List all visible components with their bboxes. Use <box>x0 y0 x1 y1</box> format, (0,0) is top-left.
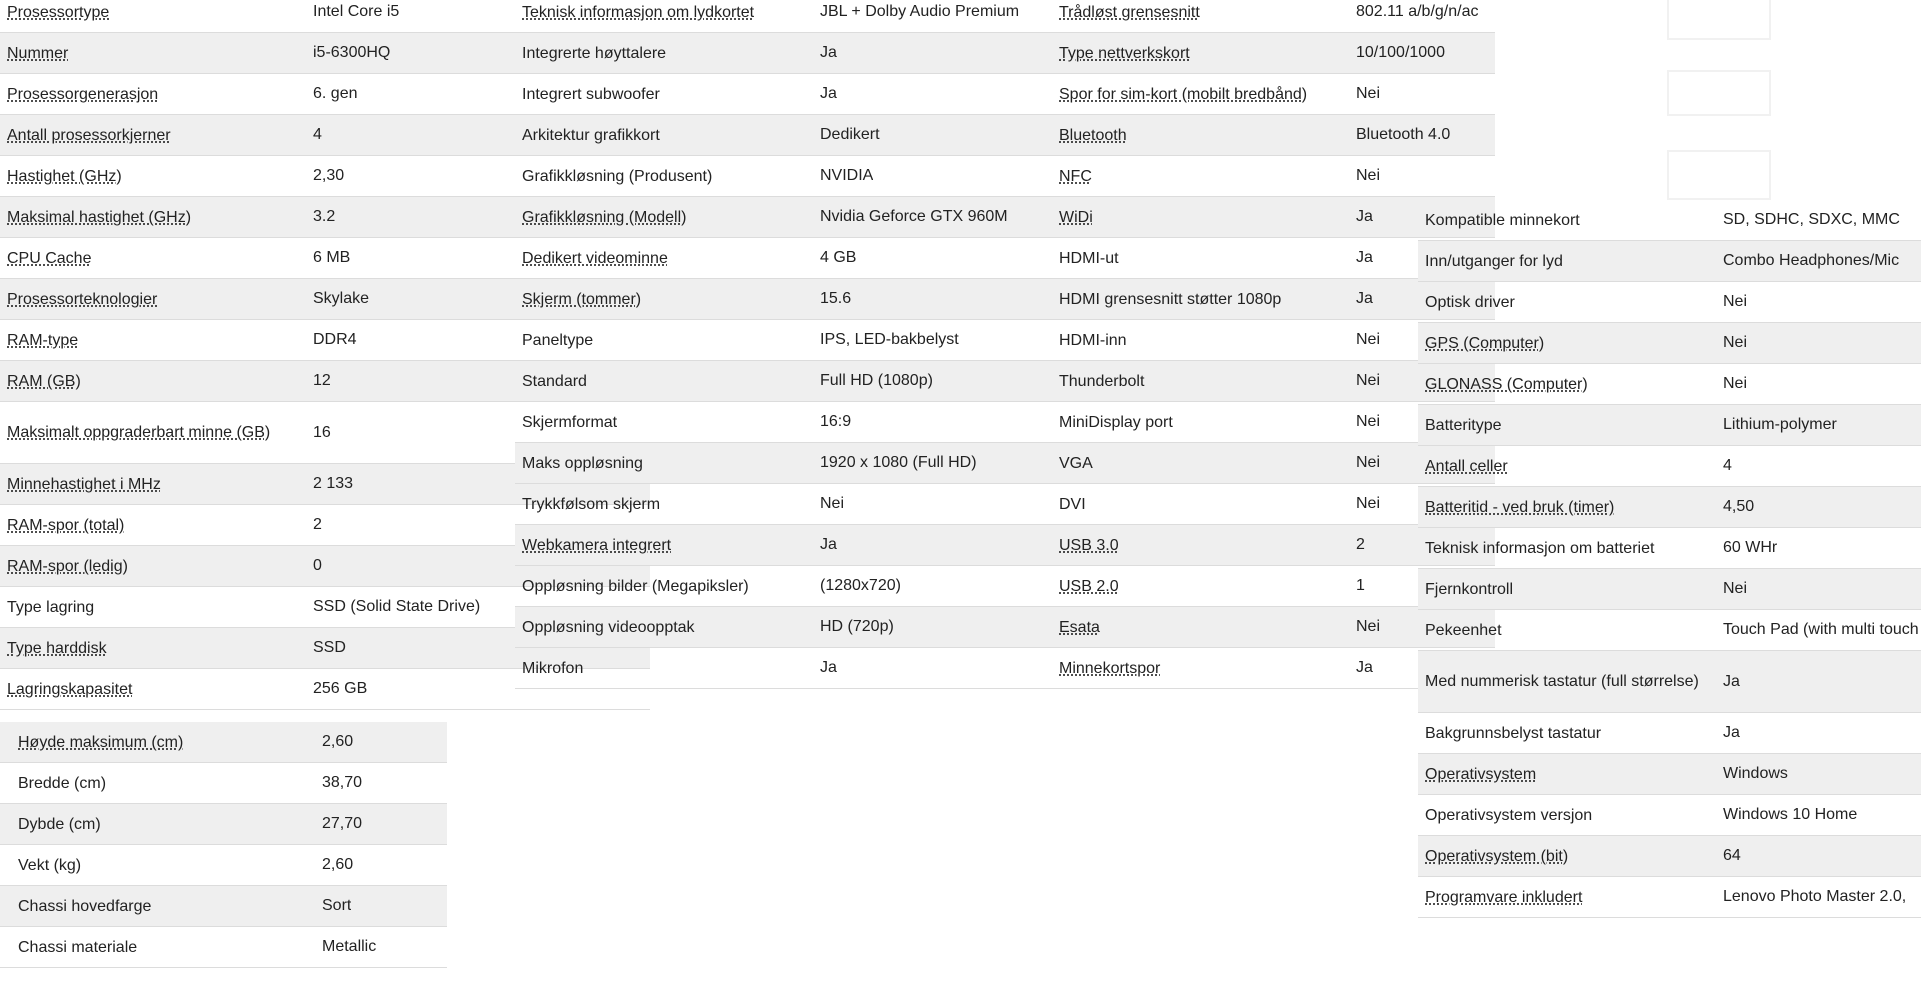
spec-row <box>515 607 1082 648</box>
spec-value: 6 MB <box>313 249 351 266</box>
spec-value: 38,70 <box>322 774 363 791</box>
spec-value: 3.2 <box>313 208 336 225</box>
spec-row <box>1418 754 1921 795</box>
spec-label: Maks oppløsning <box>522 454 643 472</box>
spec-row <box>1418 528 1921 569</box>
spec-label-link[interactable]: Programvare inkludert <box>1425 888 1583 906</box>
spec-value: Nei <box>820 495 845 512</box>
physical-spec-table <box>0 722 447 968</box>
spec-row <box>1418 487 1921 528</box>
spec-value: HD (720p) <box>820 618 894 635</box>
battery-os-spec-table <box>1418 200 1921 918</box>
spec-value: Ja <box>820 85 837 102</box>
spec-row <box>515 566 1082 607</box>
spec-value: 2,60 <box>322 733 354 750</box>
spec-label: Bakgrunnsbelyst tastatur <box>1425 724 1602 742</box>
spec-label-link[interactable]: Grafikkløsning (Modell) <box>522 208 687 226</box>
spec-value: IPS, LED-bakbelyst <box>820 331 959 348</box>
spec-label-link[interactable]: Skjerm (tommer) <box>522 290 642 308</box>
spec-label: Grafikkløsning (Produsent) <box>522 167 713 185</box>
spec-label: Arkitektur grafikkort <box>522 126 660 144</box>
spec-row <box>1052 33 1495 74</box>
spec-value: 256 GB <box>313 680 368 697</box>
spec-value: Windows <box>1723 765 1788 782</box>
spec-label-link[interactable]: GPS (Computer) <box>1425 334 1545 352</box>
spec-row <box>1418 323 1921 364</box>
spec-label-link[interactable]: RAM (GB) <box>7 372 81 390</box>
spec-row <box>1052 156 1495 197</box>
spec-row <box>1418 241 1921 282</box>
spec-row <box>515 443 1082 484</box>
spec-row <box>515 197 1082 238</box>
spec-value: 2 133 <box>313 475 354 492</box>
spec-label-link[interactable]: Bluetooth <box>1059 126 1127 144</box>
spec-row <box>1418 610 1921 651</box>
spec-value: Ja <box>820 536 837 553</box>
spec-value: Windows 10 Home <box>1723 806 1858 823</box>
spec-value: 15.6 <box>820 290 852 307</box>
spec-value: 0 <box>313 557 322 574</box>
spec-value: (1280x720) <box>820 577 901 594</box>
spec-value: Ja <box>1356 249 1373 266</box>
spec-label-link[interactable]: Maksimalt oppgraderbart minne (GB) <box>7 424 271 441</box>
spec-label-link[interactable]: Hastighet (GHz) <box>7 167 122 185</box>
spec-label: Operativsystem versjon <box>1425 806 1593 824</box>
spec-row <box>1418 364 1921 405</box>
spec-value: i5-6300HQ <box>313 44 391 61</box>
spec-value: Ja <box>1723 724 1740 741</box>
spec-label: Chassi materiale <box>18 938 138 956</box>
spec-value: Nei <box>1356 495 1381 512</box>
spec-value: Intel Core i5 <box>313 3 400 20</box>
spec-value: DDR4 <box>313 331 357 348</box>
spec-row <box>515 115 1082 156</box>
spec-value: Lithium-polymer <box>1723 416 1837 433</box>
spec-label: Oppløsning bilder (Megapiksler) <box>522 577 749 595</box>
spec-label-link[interactable]: Antall prosessorkjerner <box>7 126 171 144</box>
spec-value: Nei <box>1723 293 1748 310</box>
spec-value: Nei <box>1356 454 1381 471</box>
spec-label: HDMI-ut <box>1059 249 1119 267</box>
spec-value: Ja <box>820 659 837 676</box>
spec-label-link[interactable]: Høyde maksimum (cm) <box>18 733 184 751</box>
spec-value: JBL + Dolby Audio Premium <box>820 3 1020 20</box>
spec-row <box>515 33 1082 74</box>
spec-label: Thunderbolt <box>1059 372 1145 390</box>
spec-value: SSD <box>313 639 346 656</box>
spec-label-link[interactable]: GLONASS (Computer) <box>1425 375 1588 393</box>
spec-label-link[interactable]: Operativsystem <box>1425 765 1537 783</box>
spec-value: 16 <box>313 423 331 441</box>
spec-label-link[interactable]: RAM-spor (total) <box>7 516 125 534</box>
spec-row <box>1418 795 1921 836</box>
spec-label: Teknisk informasjon om batteriet <box>1425 539 1655 557</box>
spec-value: 4 <box>1723 457 1732 474</box>
spec-label-link[interactable]: Prosessorteknologier <box>7 290 158 308</box>
spec-label-link[interactable]: Trådløst grensesnitt <box>1059 3 1200 21</box>
spec-label-link[interactable]: Batteritid - ved bruk (timer) <box>1425 498 1615 516</box>
spec-value: Ja <box>1356 659 1373 676</box>
spec-label: Standard <box>522 372 587 390</box>
spec-value: Touch Pad (with multi touch <box>1723 621 1919 638</box>
decorative-frame <box>1667 70 1771 116</box>
spec-label: Bredde (cm) <box>18 774 107 792</box>
spec-label: Kompatible minnekort <box>1425 211 1580 229</box>
spec-value: 27,70 <box>322 815 363 832</box>
spec-label: Trykkfølsom skjerm <box>522 495 661 513</box>
spec-label-link[interactable]: Nummer <box>7 44 69 62</box>
spec-value: Combo Headphones/Mic <box>1723 252 1900 269</box>
spec-value: Nei <box>1356 413 1381 430</box>
spec-row <box>0 763 447 804</box>
spec-value: Sort <box>322 897 352 914</box>
spec-value: 2,30 <box>313 167 345 184</box>
spec-label-link[interactable]: Dedikert videominne <box>522 249 668 267</box>
spec-value: 2,60 <box>322 856 354 873</box>
spec-value: 6. gen <box>313 85 358 102</box>
spec-label: Med nummerisk tastatur (full størrelse) <box>1425 673 1699 690</box>
spec-row <box>1052 0 1495 33</box>
spec-label: Skjermformat <box>522 413 618 431</box>
spec-label: Optisk driver <box>1425 293 1515 311</box>
spec-row <box>515 648 1082 689</box>
spec-row <box>0 804 447 845</box>
spec-row <box>1418 713 1921 754</box>
spec-row <box>515 484 1082 525</box>
spec-value: Bluetooth 4.0 <box>1356 126 1451 143</box>
spec-label-link[interactable]: Esata <box>1059 618 1100 636</box>
spec-row <box>515 0 1082 33</box>
spec-label: VGA <box>1059 454 1093 472</box>
spec-label-link[interactable]: Minnehastighet i MHz <box>7 475 161 493</box>
spec-value: 60 WHr <box>1723 539 1778 556</box>
spec-value: Nvidia Geforce GTX 960M <box>820 208 1008 225</box>
decorative-frame <box>1667 0 1771 40</box>
spec-value: 802.11 a/b/g/n/ac <box>1356 3 1479 20</box>
spec-row <box>515 525 1082 566</box>
spec-value: Nei <box>1723 375 1748 392</box>
spec-value: SSD (Solid State Drive) <box>313 598 481 615</box>
spec-label: Inn/utganger for lyd <box>1425 252 1563 270</box>
spec-label: Vekt (kg) <box>18 856 82 874</box>
spec-label-link[interactable]: Spor for sim-kort (mobilt bredbånd) <box>1059 85 1308 103</box>
spec-value: Ja <box>1356 208 1373 225</box>
spec-row <box>1052 74 1495 115</box>
spec-label-link[interactable]: USB 2.0 <box>1059 577 1119 595</box>
spec-label: Chassi hovedfarge <box>18 897 152 915</box>
spec-label: Type lagring <box>7 598 95 616</box>
spec-value: 2 <box>1356 536 1365 553</box>
spec-row <box>515 156 1082 197</box>
spec-label-link[interactable]: Minnekortspor <box>1059 659 1161 677</box>
spec-row <box>1418 569 1921 610</box>
spec-label-link[interactable]: Prosessortype <box>7 3 110 21</box>
spec-row <box>1418 446 1921 487</box>
spec-value: Nei <box>1723 334 1748 351</box>
spec-label-link[interactable]: USB 3.0 <box>1059 536 1119 554</box>
spec-row <box>1052 115 1495 156</box>
spec-row <box>0 927 447 968</box>
spec-value: SD, SDHC, SDXC, MMC <box>1723 211 1900 228</box>
spec-label-link[interactable]: RAM-type <box>7 331 79 349</box>
spec-label-link[interactable]: Prosessorgenerasjon <box>7 85 159 103</box>
spec-row <box>515 402 1082 443</box>
spec-label: DVI <box>1059 495 1086 513</box>
spec-label-link[interactable]: Webkamera integrert <box>522 536 672 554</box>
spec-label-link[interactable]: CPU Cache <box>7 249 92 267</box>
spec-value: Lenovo Photo Master 2.0, <box>1723 888 1907 905</box>
spec-label: Fjernkontroll <box>1425 580 1514 598</box>
spec-value: Ja <box>1356 290 1373 307</box>
spec-value: Skylake <box>313 290 370 307</box>
spec-label-link[interactable]: NFC <box>1059 167 1092 185</box>
spec-label-link[interactable]: Antall celler <box>1425 457 1508 475</box>
spec-row <box>1418 200 1921 241</box>
spec-value: 12 <box>313 372 331 389</box>
spec-row <box>515 74 1082 115</box>
spec-row <box>0 845 447 886</box>
spec-value: Metallic <box>322 938 377 955</box>
spec-value: 4 <box>313 126 322 143</box>
spec-label: Paneltype <box>522 331 594 349</box>
spec-value: Ja <box>820 44 837 61</box>
spec-value: 64 <box>1723 847 1741 864</box>
spec-label-link[interactable]: Lagringskapasitet <box>7 680 133 698</box>
spec-label: HDMI grensesnitt støtter 1080p <box>1059 290 1282 308</box>
spec-value: Nei <box>1356 167 1381 184</box>
spec-row <box>515 320 1082 361</box>
spec-value: Dedikert <box>820 126 880 143</box>
spec-value: 4,50 <box>1723 498 1755 515</box>
spec-value: NVIDIA <box>820 167 874 184</box>
spec-value: 10/100/1000 <box>1356 44 1445 61</box>
spec-label: Dybde (cm) <box>18 815 101 833</box>
spec-value: 2 <box>313 516 322 533</box>
spec-value: 1920 x 1080 (Full HD) <box>820 454 977 471</box>
spec-row <box>1418 877 1921 918</box>
spec-row <box>515 361 1082 402</box>
spec-value: 1 <box>1356 577 1365 594</box>
spec-label: Integrert subwoofer <box>522 85 660 103</box>
spec-value: 4 GB <box>820 249 857 266</box>
spec-value: Nei <box>1356 618 1381 635</box>
spec-label-link[interactable]: Type nettverkskort <box>1059 44 1190 62</box>
spec-label-link[interactable]: WiDi <box>1059 208 1093 226</box>
spec-label: Mikrofon <box>522 659 584 677</box>
spec-row <box>515 279 1082 320</box>
spec-label: MiniDisplay port <box>1059 413 1173 431</box>
spec-row <box>1418 836 1921 877</box>
spec-row <box>1418 405 1921 446</box>
spec-label-link[interactable]: Operativsystem (bit) <box>1425 847 1569 865</box>
spec-value: 16:9 <box>820 413 852 430</box>
spec-label: Integrerte høyttalere <box>522 44 667 62</box>
spec-value: Nei <box>1356 331 1381 348</box>
spec-label-link[interactable]: Maksimal hastighet (GHz) <box>7 208 192 226</box>
spec-label-link[interactable]: Type harddisk <box>7 639 107 657</box>
spec-row <box>0 722 447 763</box>
spec-value: Full HD (1080p) <box>820 372 933 389</box>
spec-row <box>0 886 447 927</box>
decorative-frame <box>1667 150 1771 200</box>
spec-value: Nei <box>1356 372 1381 389</box>
display-audio-spec-table <box>515 0 1082 689</box>
spec-row <box>515 238 1082 279</box>
spec-row <box>1418 651 1921 713</box>
spec-label: Batteritype <box>1425 416 1502 434</box>
spec-label: Oppløsning videoopptak <box>522 618 695 636</box>
spec-value: Nei <box>1356 85 1381 102</box>
spec-label: HDMI-inn <box>1059 331 1127 349</box>
spec-value: Ja <box>1723 672 1740 690</box>
spec-value: Nei <box>1723 580 1748 597</box>
spec-label-link[interactable]: RAM-spor (ledig) <box>7 557 128 575</box>
spec-label: Pekeenhet <box>1425 621 1502 639</box>
spec-row <box>1418 282 1921 323</box>
spec-label-link[interactable]: Teknisk informasjon om lydkortet <box>522 3 755 21</box>
